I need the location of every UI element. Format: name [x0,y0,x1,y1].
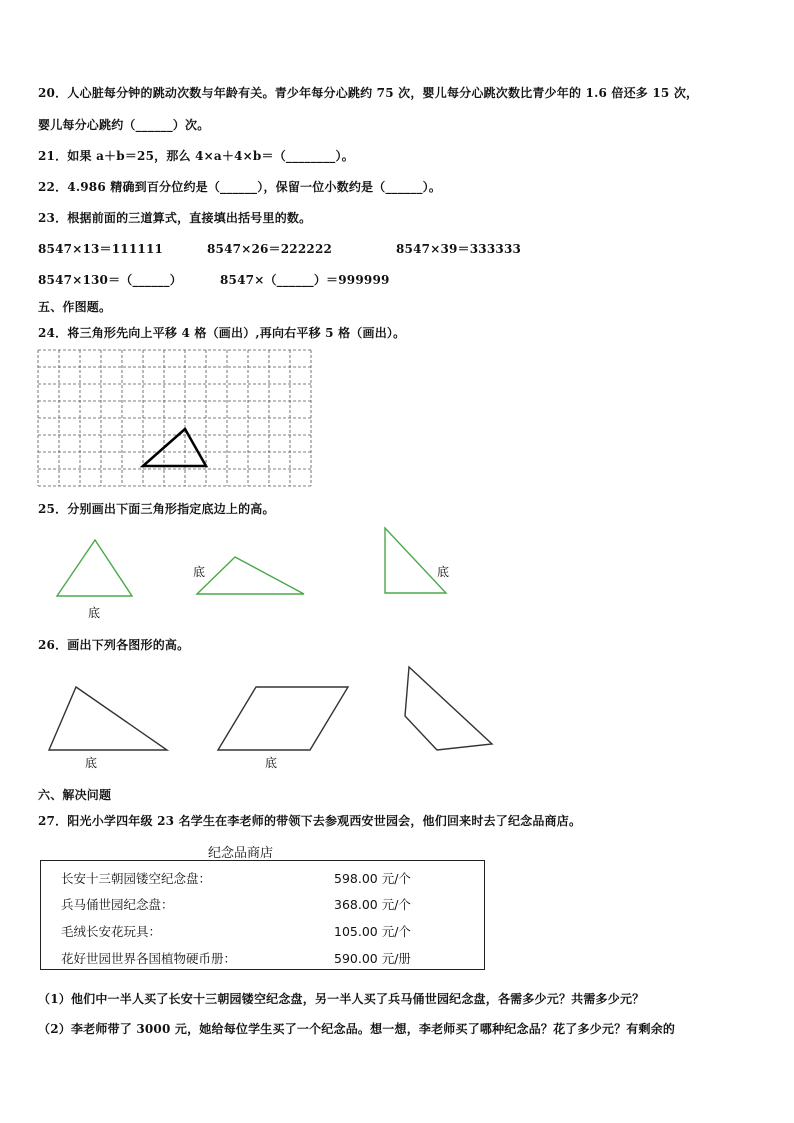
q27-sub2: （2）李老师带了 3000 元，她给每位学生买了一个纪念品。想一想，李老师买了哪种纪念品？花了多少元？有剩余的 [38,1022,676,1036]
item-name: 花好世园世界各国植物硬币册： [61,951,237,966]
q23-eq1: 8547×13＝111111 [38,242,164,256]
section-6-heading: 六、解决问题 [38,788,112,802]
item-price: 590.00 元/册 [334,951,411,966]
q26-base-label-2: 底 [265,756,278,770]
q24-text: 24．将三角形先向上平移 4 格（画出）,再向右平移 5 格（画出）。 [38,326,406,340]
q23-eq2: 8547×26＝222222 [207,242,333,256]
q23-text: 23．根据前面的三道算式，直接填出括号里的数。 [38,211,312,225]
q21-text: 21．如果 a＋b＝25，那么 4×a＋4×b＝（________）。 [38,149,354,163]
item-name: 长安十三朝园镂空纪念盘： [61,871,212,886]
item-price: 368.00 元/个 [334,897,411,912]
q25-triangle-2 [195,555,307,597]
q26-base-label-1: 底 [85,756,98,770]
q27-text: 27．阳光小学四年级 23 名学生在李老师的带领下去参观西安世园会，他们回来时去了纪念品商店。 [38,814,582,828]
q25-base-label-2: 底 [193,565,206,579]
q23-eq5: 8547×（______）＝999999 [220,273,390,287]
price-row [61,949,484,969]
shop-title: 纪念品商店 [208,846,274,861]
q20-line1: 20．人心脏每分钟的跳动次数与年龄有关。青少年每分心跳约 75 次，婴儿每分心跳次数比青少年的 1.6 倍还多 15 次， [38,86,699,100]
q26-quadrilateral [401,664,495,754]
q20-line2: 婴儿每分心跳约（______）次。 [38,118,210,132]
q26-triangle [46,684,170,754]
shop-price-table [40,860,485,970]
q25-triangle-3 [383,526,449,596]
q25-base-label-1: 底 [88,606,101,620]
q22-text: 22．4.986 精确到百分位约是（______），保留一位小数约是（______）。 [38,180,442,194]
section-5-heading: 五、作图题。 [38,300,112,314]
q23-eq4: 8547×130＝（______） [38,273,182,287]
item-name: 兵马俑世园纪念盘： [61,897,174,912]
q25-text: 25．分别画出下面三角形指定底边上的高。 [38,502,275,516]
q27-sub1: （1）他们中一半人买了长安十三朝园镂空纪念盘，另一半人买了兵马俑世园纪念盘，各需多少元？共需多少元？ [38,992,645,1006]
item-price: 105.00 元/个 [334,924,411,939]
q24-triangle [143,429,206,466]
item-price: 598.00 元/个 [334,871,411,886]
item-name: 毛绒长安花玩具： [61,924,162,939]
price-row [61,922,484,942]
q25-base-label-3: 底 [437,565,450,579]
q25-triangle-1 [55,538,135,600]
q26-text: 26．画出下列各图形的高。 [38,638,190,652]
price-row [61,895,484,915]
q23-eq3: 8547×39＝333333 [396,242,522,256]
q24-grid-figure [38,350,312,488]
price-row [61,869,484,889]
q26-parallelogram [215,684,351,754]
